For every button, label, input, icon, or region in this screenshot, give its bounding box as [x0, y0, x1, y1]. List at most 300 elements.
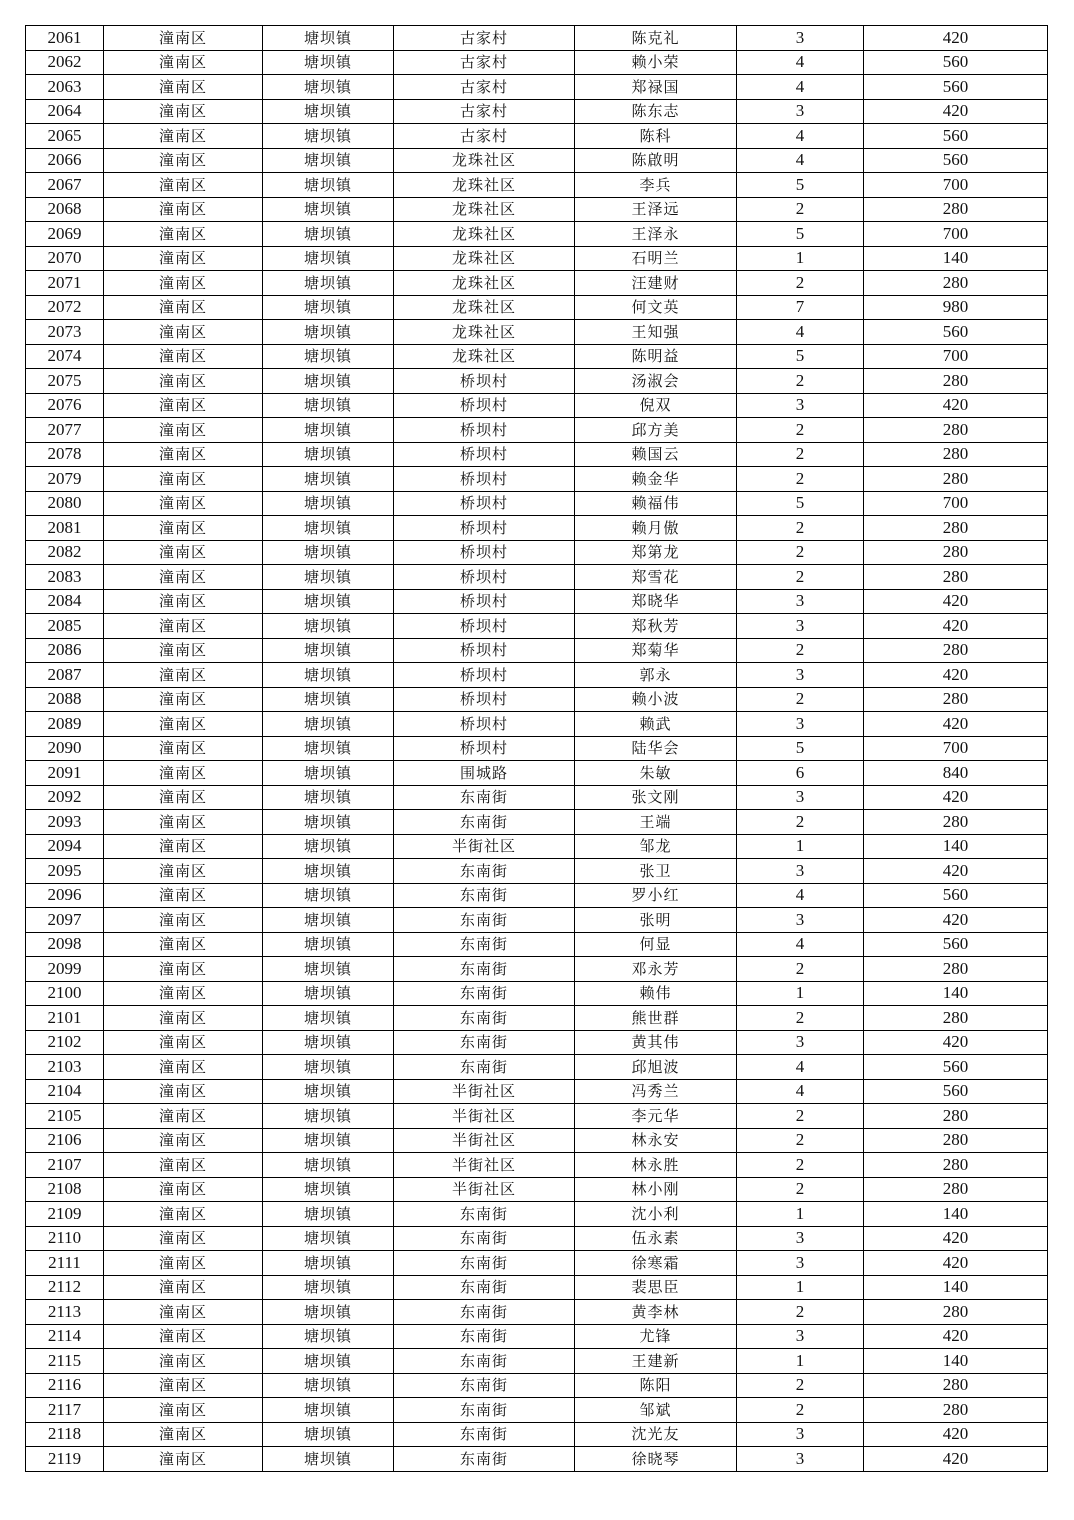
district-cell: 潼南区: [104, 957, 263, 982]
district-cell: 潼南区: [104, 1251, 263, 1276]
amount-cell: 140: [864, 981, 1048, 1006]
name-cell: 熊世群: [575, 1006, 737, 1031]
name-cell: 陈东志: [575, 99, 737, 124]
name-cell: 黄李林: [575, 1300, 737, 1325]
table-row: [26, 418, 1048, 443]
row-number-cell: 2065: [26, 124, 104, 149]
district-cell: 潼南区: [104, 393, 263, 418]
district-cell: 潼南区: [104, 26, 263, 51]
subsidy-list-table: [25, 25, 1048, 1472]
village-cell: 桥坝村: [394, 736, 575, 761]
name-cell: 郑雪花: [575, 565, 737, 590]
village-cell: 龙珠社区: [394, 271, 575, 296]
amount-cell: 280: [864, 1398, 1048, 1423]
row-number-cell: 2071: [26, 271, 104, 296]
amount-cell: 700: [864, 222, 1048, 247]
village-cell: 古家村: [394, 99, 575, 124]
household-size-cell: 3: [737, 614, 864, 639]
household-size-cell: 5: [737, 736, 864, 761]
district-cell: 潼南区: [104, 712, 263, 737]
district-cell: 潼南区: [104, 1422, 263, 1447]
table-row: [26, 50, 1048, 75]
table-row: [26, 614, 1048, 639]
household-size-cell: 2: [737, 638, 864, 663]
household-size-cell: 2: [737, 687, 864, 712]
town-cell: 塘坝镇: [263, 26, 394, 51]
district-cell: 潼南区: [104, 418, 263, 443]
table-row: [26, 1447, 1048, 1472]
row-number-cell: 2117: [26, 1398, 104, 1423]
town-cell: 塘坝镇: [263, 810, 394, 835]
table-row: [26, 712, 1048, 737]
amount-cell: 700: [864, 491, 1048, 516]
town-cell: 塘坝镇: [263, 148, 394, 173]
town-cell: 塘坝镇: [263, 369, 394, 394]
household-size-cell: 2: [737, 1398, 864, 1423]
row-number-cell: 2093: [26, 810, 104, 835]
district-cell: 潼南区: [104, 148, 263, 173]
household-size-cell: 4: [737, 148, 864, 173]
village-cell: 东南街: [394, 932, 575, 957]
table-body: [26, 26, 1048, 1472]
row-number-cell: 2064: [26, 99, 104, 124]
name-cell: 李兵: [575, 173, 737, 198]
row-number-cell: 2108: [26, 1177, 104, 1202]
name-cell: 汪建财: [575, 271, 737, 296]
household-size-cell: 1: [737, 1349, 864, 1374]
town-cell: 塘坝镇: [263, 565, 394, 590]
name-cell: 邹斌: [575, 1398, 737, 1423]
name-cell: 王端: [575, 810, 737, 835]
table-row: [26, 124, 1048, 149]
amount-cell: 140: [864, 1202, 1048, 1227]
amount-cell: 280: [864, 271, 1048, 296]
district-cell: 潼南区: [104, 908, 263, 933]
amount-cell: 280: [864, 442, 1048, 467]
town-cell: 塘坝镇: [263, 712, 394, 737]
district-cell: 潼南区: [104, 1275, 263, 1300]
town-cell: 塘坝镇: [263, 1177, 394, 1202]
district-cell: 潼南区: [104, 859, 263, 884]
town-cell: 塘坝镇: [263, 344, 394, 369]
household-size-cell: 7: [737, 295, 864, 320]
table-row: [26, 442, 1048, 467]
row-number-cell: 2086: [26, 638, 104, 663]
town-cell: 塘坝镇: [263, 75, 394, 100]
row-number-cell: 2081: [26, 516, 104, 541]
household-size-cell: 2: [737, 540, 864, 565]
amount-cell: 420: [864, 785, 1048, 810]
table-row: [26, 222, 1048, 247]
table-row: [26, 1202, 1048, 1227]
table-row: [26, 271, 1048, 296]
town-cell: 塘坝镇: [263, 1104, 394, 1129]
name-cell: 郭永: [575, 663, 737, 688]
district-cell: 潼南区: [104, 540, 263, 565]
name-cell: 徐寒霜: [575, 1251, 737, 1276]
district-cell: 潼南区: [104, 834, 263, 859]
row-number-cell: 2094: [26, 834, 104, 859]
table-row: [26, 197, 1048, 222]
household-size-cell: 2: [737, 1153, 864, 1178]
village-cell: 龙珠社区: [394, 320, 575, 345]
table-row: [26, 1300, 1048, 1325]
village-cell: 东南街: [394, 883, 575, 908]
town-cell: 塘坝镇: [263, 1300, 394, 1325]
table-row: [26, 1373, 1048, 1398]
district-cell: 潼南区: [104, 1373, 263, 1398]
name-cell: 赖小荣: [575, 50, 737, 75]
table-row: [26, 26, 1048, 51]
row-number-cell: 2070: [26, 246, 104, 271]
row-number-cell: 2101: [26, 1006, 104, 1031]
row-number-cell: 2084: [26, 589, 104, 614]
row-number-cell: 2083: [26, 565, 104, 590]
village-cell: 东南街: [394, 1324, 575, 1349]
town-cell: 塘坝镇: [263, 442, 394, 467]
village-cell: 围城路: [394, 761, 575, 786]
town-cell: 塘坝镇: [263, 1251, 394, 1276]
row-number-cell: 2110: [26, 1226, 104, 1251]
row-number-cell: 2089: [26, 712, 104, 737]
table-row: [26, 589, 1048, 614]
table-row: [26, 663, 1048, 688]
town-cell: 塘坝镇: [263, 589, 394, 614]
village-cell: 古家村: [394, 75, 575, 100]
amount-cell: 560: [864, 1055, 1048, 1080]
household-size-cell: 4: [737, 883, 864, 908]
household-size-cell: 1: [737, 981, 864, 1006]
amount-cell: 280: [864, 810, 1048, 835]
town-cell: 塘坝镇: [263, 491, 394, 516]
village-cell: 桥坝村: [394, 638, 575, 663]
name-cell: 郑菊华: [575, 638, 737, 663]
town-cell: 塘坝镇: [263, 197, 394, 222]
amount-cell: 420: [864, 26, 1048, 51]
amount-cell: 560: [864, 932, 1048, 957]
row-number-cell: 2104: [26, 1079, 104, 1104]
village-cell: 东南街: [394, 859, 575, 884]
household-size-cell: 2: [737, 1300, 864, 1325]
village-cell: 古家村: [394, 26, 575, 51]
row-number-cell: 2098: [26, 932, 104, 957]
district-cell: 潼南区: [104, 369, 263, 394]
town-cell: 塘坝镇: [263, 761, 394, 786]
row-number-cell: 2069: [26, 222, 104, 247]
village-cell: 东南街: [394, 1202, 575, 1227]
village-cell: 桥坝村: [394, 589, 575, 614]
row-number-cell: 2102: [26, 1030, 104, 1055]
row-number-cell: 2095: [26, 859, 104, 884]
table-row: [26, 369, 1048, 394]
village-cell: 龙珠社区: [394, 246, 575, 271]
amount-cell: 280: [864, 1104, 1048, 1129]
district-cell: 潼南区: [104, 344, 263, 369]
amount-cell: 140: [864, 1349, 1048, 1374]
amount-cell: 420: [864, 1324, 1048, 1349]
town-cell: 塘坝镇: [263, 1398, 394, 1423]
village-cell: 古家村: [394, 124, 575, 149]
town-cell: 塘坝镇: [263, 99, 394, 124]
amount-cell: 280: [864, 418, 1048, 443]
name-cell: 黄其伟: [575, 1030, 737, 1055]
district-cell: 潼南区: [104, 295, 263, 320]
name-cell: 林永安: [575, 1128, 737, 1153]
amount-cell: 560: [864, 148, 1048, 173]
town-cell: 塘坝镇: [263, 1202, 394, 1227]
table-row: [26, 1177, 1048, 1202]
amount-cell: 560: [864, 883, 1048, 908]
row-number-cell: 2119: [26, 1447, 104, 1472]
household-size-cell: 1: [737, 1275, 864, 1300]
district-cell: 潼南区: [104, 173, 263, 198]
town-cell: 塘坝镇: [263, 1275, 394, 1300]
row-number-cell: 2111: [26, 1251, 104, 1276]
row-number-cell: 2066: [26, 148, 104, 173]
name-cell: 石明兰: [575, 246, 737, 271]
village-cell: 东南街: [394, 785, 575, 810]
amount-cell: 700: [864, 344, 1048, 369]
village-cell: 龙珠社区: [394, 197, 575, 222]
amount-cell: 560: [864, 1079, 1048, 1104]
row-number-cell: 2078: [26, 442, 104, 467]
row-number-cell: 2080: [26, 491, 104, 516]
name-cell: 倪双: [575, 393, 737, 418]
row-number-cell: 2092: [26, 785, 104, 810]
town-cell: 塘坝镇: [263, 1079, 394, 1104]
table-row: [26, 687, 1048, 712]
household-size-cell: 2: [737, 1373, 864, 1398]
district-cell: 潼南区: [104, 785, 263, 810]
table-row: [26, 1055, 1048, 1080]
row-number-cell: 2082: [26, 540, 104, 565]
name-cell: 赖伟: [575, 981, 737, 1006]
table-row: [26, 1349, 1048, 1374]
village-cell: 东南街: [394, 1030, 575, 1055]
village-cell: 半街社区: [394, 1079, 575, 1104]
amount-cell: 280: [864, 687, 1048, 712]
village-cell: 龙珠社区: [394, 148, 575, 173]
district-cell: 潼南区: [104, 124, 263, 149]
name-cell: 陆华会: [575, 736, 737, 761]
table-row: [26, 761, 1048, 786]
household-size-cell: 3: [737, 589, 864, 614]
table-row: [26, 393, 1048, 418]
district-cell: 潼南区: [104, 1104, 263, 1129]
district-cell: 潼南区: [104, 638, 263, 663]
name-cell: 邓永芳: [575, 957, 737, 982]
row-number-cell: 2091: [26, 761, 104, 786]
district-cell: 潼南区: [104, 589, 263, 614]
household-size-cell: 2: [737, 271, 864, 296]
table-row: [26, 75, 1048, 100]
row-number-cell: 2112: [26, 1275, 104, 1300]
town-cell: 塘坝镇: [263, 124, 394, 149]
amount-cell: 280: [864, 1153, 1048, 1178]
name-cell: 沈光友: [575, 1422, 737, 1447]
household-size-cell: 3: [737, 1422, 864, 1447]
town-cell: 塘坝镇: [263, 1373, 394, 1398]
town-cell: 塘坝镇: [263, 1030, 394, 1055]
name-cell: 赖月傲: [575, 516, 737, 541]
amount-cell: 280: [864, 1006, 1048, 1031]
table-row: [26, 981, 1048, 1006]
name-cell: 陈阳: [575, 1373, 737, 1398]
town-cell: 塘坝镇: [263, 467, 394, 492]
name-cell: 何文英: [575, 295, 737, 320]
village-cell: 半街社区: [394, 834, 575, 859]
household-size-cell: 5: [737, 491, 864, 516]
district-cell: 潼南区: [104, 246, 263, 271]
name-cell: 沈小利: [575, 1202, 737, 1227]
amount-cell: 280: [864, 197, 1048, 222]
district-cell: 潼南区: [104, 883, 263, 908]
amount-cell: 280: [864, 467, 1048, 492]
table-row: [26, 1104, 1048, 1129]
name-cell: 张明: [575, 908, 737, 933]
name-cell: 邱旭波: [575, 1055, 737, 1080]
village-cell: 桥坝村: [394, 540, 575, 565]
village-cell: 桥坝村: [394, 442, 575, 467]
table-row: [26, 1128, 1048, 1153]
amount-cell: 280: [864, 369, 1048, 394]
amount-cell: 420: [864, 1251, 1048, 1276]
village-cell: 龙珠社区: [394, 173, 575, 198]
household-size-cell: 3: [737, 393, 864, 418]
household-size-cell: 5: [737, 222, 864, 247]
amount-cell: 560: [864, 50, 1048, 75]
row-number-cell: 2074: [26, 344, 104, 369]
town-cell: 塘坝镇: [263, 981, 394, 1006]
table-row: [26, 344, 1048, 369]
amount-cell: 420: [864, 99, 1048, 124]
table-row: [26, 516, 1048, 541]
household-size-cell: 2: [737, 1128, 864, 1153]
town-cell: 塘坝镇: [263, 957, 394, 982]
table-row: [26, 565, 1048, 590]
district-cell: 潼南区: [104, 442, 263, 467]
household-size-cell: 4: [737, 50, 864, 75]
table-row: [26, 810, 1048, 835]
town-cell: 塘坝镇: [263, 908, 394, 933]
row-number-cell: 2061: [26, 26, 104, 51]
household-size-cell: 1: [737, 834, 864, 859]
town-cell: 塘坝镇: [263, 785, 394, 810]
town-cell: 塘坝镇: [263, 173, 394, 198]
name-cell: 赖武: [575, 712, 737, 737]
town-cell: 塘坝镇: [263, 663, 394, 688]
table-row: [26, 1226, 1048, 1251]
district-cell: 潼南区: [104, 50, 263, 75]
household-size-cell: 4: [737, 1079, 864, 1104]
amount-cell: 280: [864, 540, 1048, 565]
amount-cell: 420: [864, 393, 1048, 418]
name-cell: 伍永素: [575, 1226, 737, 1251]
name-cell: 李元华: [575, 1104, 737, 1129]
district-cell: 潼南区: [104, 687, 263, 712]
household-size-cell: 4: [737, 124, 864, 149]
district-cell: 潼南区: [104, 491, 263, 516]
row-number-cell: 2077: [26, 418, 104, 443]
household-size-cell: 1: [737, 246, 864, 271]
amount-cell: 280: [864, 1373, 1048, 1398]
household-size-cell: 4: [737, 320, 864, 345]
name-cell: 罗小红: [575, 883, 737, 908]
household-size-cell: 3: [737, 99, 864, 124]
name-cell: 王泽永: [575, 222, 737, 247]
table-row: [26, 540, 1048, 565]
village-cell: 东南街: [394, 1398, 575, 1423]
name-cell: 张卫: [575, 859, 737, 884]
district-cell: 潼南区: [104, 614, 263, 639]
village-cell: 桥坝村: [394, 516, 575, 541]
row-number-cell: 2063: [26, 75, 104, 100]
village-cell: 东南街: [394, 810, 575, 835]
row-number-cell: 2107: [26, 1153, 104, 1178]
district-cell: 潼南区: [104, 197, 263, 222]
village-cell: 东南街: [394, 1373, 575, 1398]
row-number-cell: 2085: [26, 614, 104, 639]
name-cell: 赖小波: [575, 687, 737, 712]
district-cell: 潼南区: [104, 467, 263, 492]
household-size-cell: 3: [737, 785, 864, 810]
household-size-cell: 6: [737, 761, 864, 786]
village-cell: 桥坝村: [394, 393, 575, 418]
village-cell: 东南街: [394, 1422, 575, 1447]
village-cell: 东南街: [394, 957, 575, 982]
row-number-cell: 2088: [26, 687, 104, 712]
name-cell: 陈科: [575, 124, 737, 149]
town-cell: 塘坝镇: [263, 1006, 394, 1031]
district-cell: 潼南区: [104, 1324, 263, 1349]
district-cell: 潼南区: [104, 99, 263, 124]
village-cell: 桥坝村: [394, 491, 575, 516]
name-cell: 徐晓琴: [575, 1447, 737, 1472]
table-row: [26, 932, 1048, 957]
name-cell: 王泽远: [575, 197, 737, 222]
amount-cell: 280: [864, 638, 1048, 663]
amount-cell: 420: [864, 589, 1048, 614]
district-cell: 潼南区: [104, 932, 263, 957]
town-cell: 塘坝镇: [263, 859, 394, 884]
district-cell: 潼南区: [104, 271, 263, 296]
district-cell: 潼南区: [104, 1398, 263, 1423]
name-cell: 陈克礼: [575, 26, 737, 51]
town-cell: 塘坝镇: [263, 271, 394, 296]
district-cell: 潼南区: [104, 222, 263, 247]
town-cell: 塘坝镇: [263, 418, 394, 443]
village-cell: 古家村: [394, 50, 575, 75]
district-cell: 潼南区: [104, 663, 263, 688]
household-size-cell: 4: [737, 75, 864, 100]
district-cell: 潼南区: [104, 1153, 263, 1178]
household-size-cell: 5: [737, 344, 864, 369]
town-cell: 塘坝镇: [263, 393, 394, 418]
amount-cell: 420: [864, 1030, 1048, 1055]
row-number-cell: 2068: [26, 197, 104, 222]
village-cell: 桥坝村: [394, 687, 575, 712]
town-cell: 塘坝镇: [263, 295, 394, 320]
village-cell: 龙珠社区: [394, 295, 575, 320]
household-size-cell: 2: [737, 369, 864, 394]
household-size-cell: 2: [737, 516, 864, 541]
town-cell: 塘坝镇: [263, 932, 394, 957]
amount-cell: 140: [864, 246, 1048, 271]
household-size-cell: 3: [737, 1324, 864, 1349]
amount-cell: 280: [864, 1300, 1048, 1325]
amount-cell: 140: [864, 1275, 1048, 1300]
row-number-cell: 2115: [26, 1349, 104, 1374]
